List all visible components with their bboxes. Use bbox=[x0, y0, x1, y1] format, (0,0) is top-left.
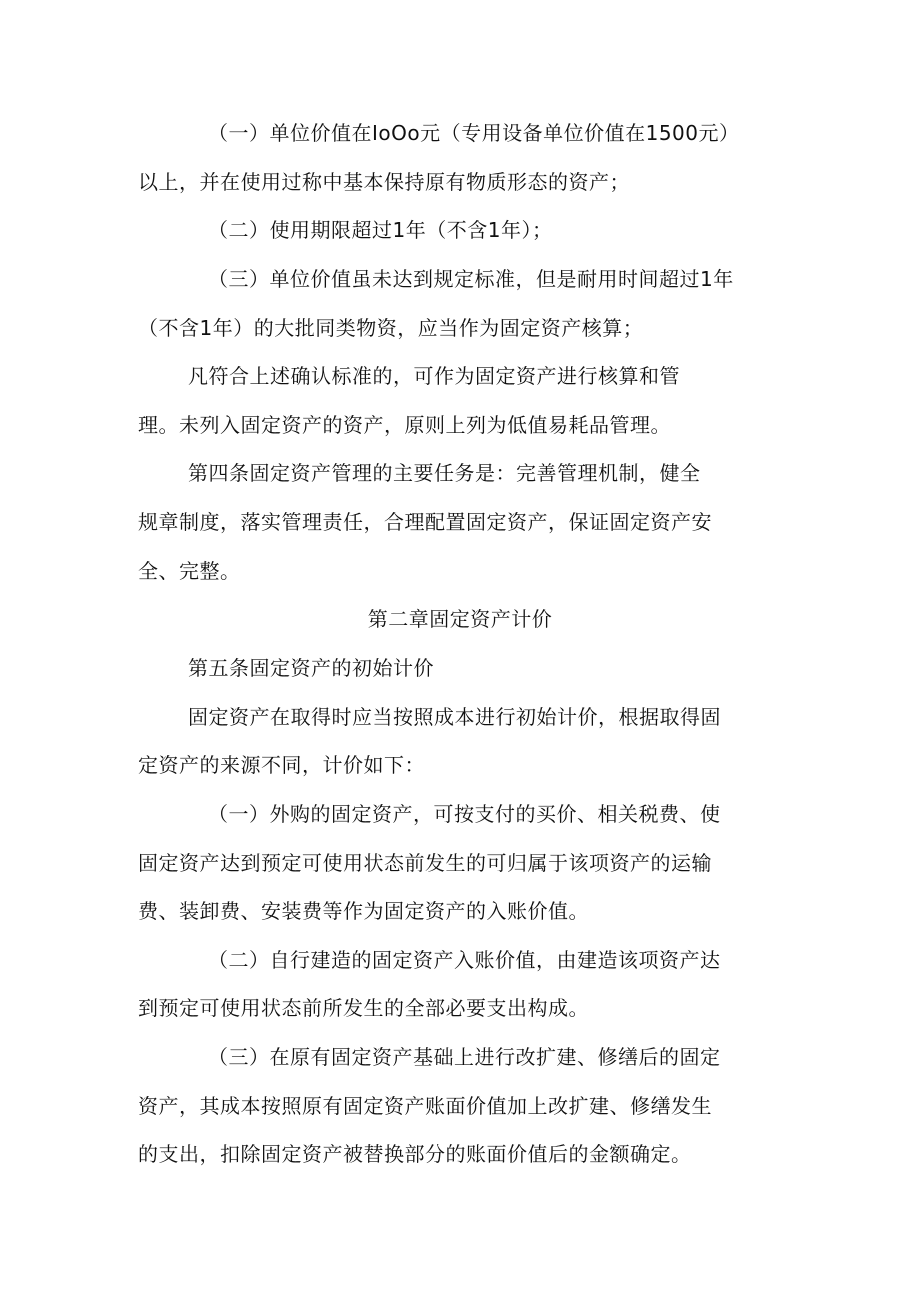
paragraph-line: （不含1年）的大批同类物资，应当作为固定资产核算； bbox=[138, 316, 644, 340]
paragraph-line: 固定资产在取得时应当按照成本进行初始计价，根据取得固 bbox=[188, 705, 721, 729]
paragraph-line: 全、完整。 bbox=[138, 559, 241, 583]
paragraph-line: 到预定可使用状态前所发生的全部必要支出构成。 bbox=[138, 996, 589, 1020]
paragraph-line: （三）单位价值虽未达到规定标准，但是耐用时间超过1年 bbox=[208, 267, 734, 291]
chapter-heading: 第二章固定资产计价 bbox=[367, 607, 553, 631]
paragraph-line: 规章制度，落实管理责任，合理配置固定资产，保证固定资产安 bbox=[138, 510, 712, 534]
paragraph-line: （二）自行建造的固定资产入账价值，由建造该项资产达 bbox=[208, 948, 721, 972]
paragraph-line: （一）单位价值在IoOo元（专用设备单位价值在1500元） bbox=[208, 121, 740, 145]
paragraph-line: （二）使用期限超过1年（不含1年）； bbox=[208, 218, 553, 242]
paragraph-line: 凡符合上述确认标准的，可作为固定资产进行核算和管 bbox=[188, 364, 680, 388]
paragraph-line: 的支出，扣除固定资产被替换部分的账面价值后的金额确定。 bbox=[138, 1142, 692, 1166]
paragraph-line: （三）在原有固定资产基础上进行改扩建、修缮后的固定 bbox=[208, 1045, 721, 1069]
paragraph-line: 以上，并在使用过称中基本保持原有物质形态的资产； bbox=[138, 170, 630, 194]
paragraph-line: 固定资产达到预定可使用状态前发生的可归属于该项资产的运输 bbox=[138, 851, 712, 875]
paragraph-line: 费、装卸费、安装费等作为固定资产的入账价值。 bbox=[138, 899, 589, 923]
paragraph-line: 理。未列入固定资产的资产，原则上列为低值易耗品管理。 bbox=[138, 413, 671, 437]
paragraph-line: 定资产的来源不同，计价如下： bbox=[138, 753, 425, 777]
paragraph-line: （一）外购的固定资产，可按支付的买价、相关税费、使 bbox=[208, 802, 721, 826]
paragraph-line: 资产，其成本按照原有固定资产账面价值加上改扩建、修缮发生 bbox=[138, 1094, 712, 1118]
paragraph-line: 第四条固定资产管理的主要任务是：完善管理机制，健全 bbox=[188, 461, 701, 485]
article-heading: 第五条固定资产的初始计价 bbox=[188, 656, 434, 680]
